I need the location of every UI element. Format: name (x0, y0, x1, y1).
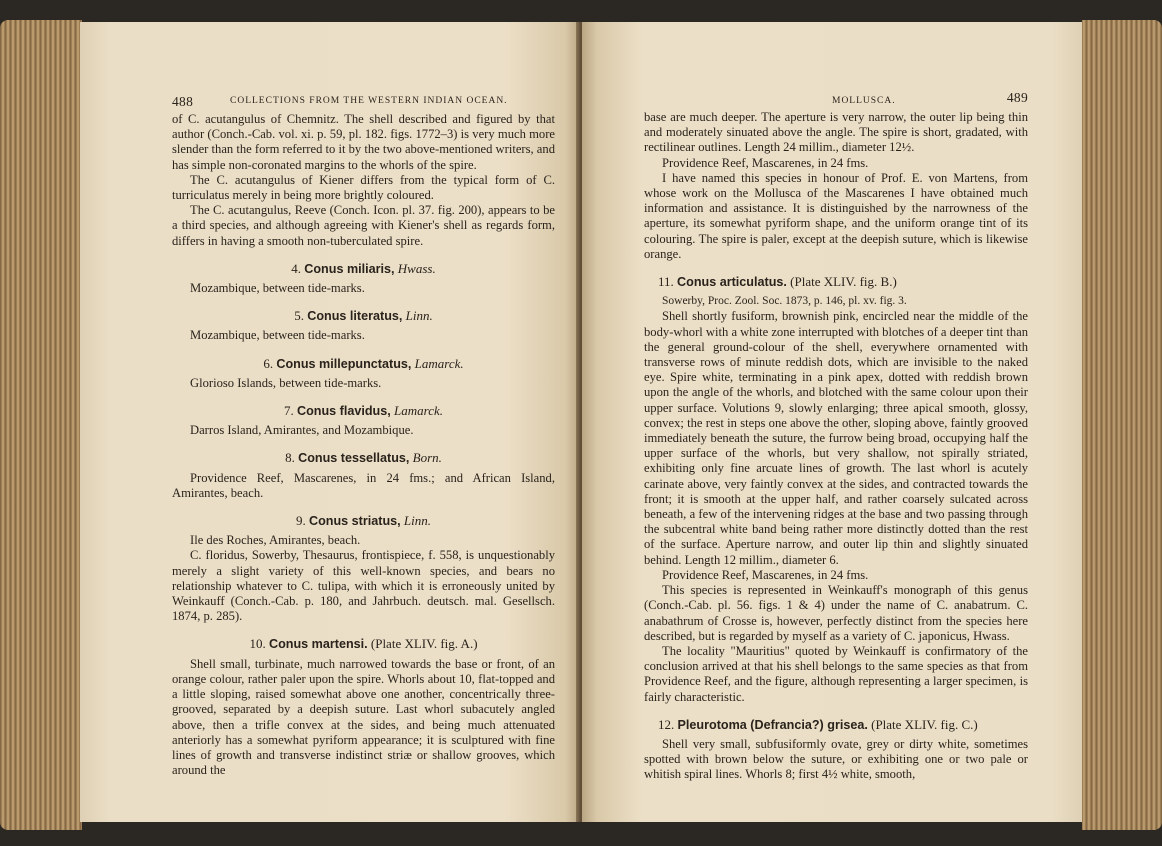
running-head: MOLLUSCA. (832, 96, 896, 106)
right-page-edges (1082, 20, 1162, 830)
page-number: 489 (1006, 90, 1028, 105)
paragraph: The C. acutangulus of Kiener differs from the typical form of C. turriculatus merely in being more brightly coloured. (172, 172, 555, 203)
paragraph: I have named this species in honour of Prof. E. von Martens, from whose work on the Mollusca of the Mascarenes I have obtained much information and assistance. It is distinguished by the narrowness of the aperture, its somewhat pyriform shape, and the uniform orange tint of its colouring. The spire is paler, except at the deepish suture, which is likewise orange. (644, 170, 1028, 261)
right-page-body (644, 110, 1028, 783)
left-page-body (172, 112, 555, 778)
left-page-edges (0, 20, 82, 830)
paragraph: The locality "Mauritius" quoted by Weinkauff is confirmatory of the conclusion arrived at that his shell belongs to the same species as that from Providence Reef, and the figure, although representing a larger specimen, is fairly characteristic. (644, 643, 1028, 704)
paragraph: Shell very small, subfusiformly ovate, grey or dirty white, sometimes spotted with brown below the suture, or exhibiting one or two pale or whitish spiral lines. Whorls 8; first 4½ white, smooth, (644, 736, 1028, 782)
species-heading: 4. Conus miliaris, Hwass. (291, 260, 436, 276)
paragraph: Mozambique, between tide-marks. (190, 328, 365, 343)
paragraph: Providence Reef, Mascarenes, in 24 fms. (662, 155, 869, 170)
paragraph: Ile des Roches, Amirantes, beach. (190, 533, 361, 548)
paragraph: The C. acutangulus, Reeve (Conch. Icon. pl. 37. fig. 200), appears to be a third species, and although agreeing with Kiener's shell as regards form, differs in having a smooth non-tuberculated spire. (172, 203, 555, 248)
species-heading: 6. Conus millepunctatus, Lamarck. (263, 355, 464, 371)
reference: Sowerby, Proc. Zool. Soc. 1873, p. 146, pl. xv. fig. 3. (662, 295, 907, 308)
species-heading: 5. Conus literatus, Linn. (294, 308, 433, 324)
paragraph: Mozambique, between tide-marks. (190, 281, 365, 296)
species-heading: 12. Pleurotoma (Defrancia?) grisea. (Plate XLIV. fig. C.) (658, 716, 978, 732)
paragraph: Glorioso Islands, between tide-marks. (190, 375, 382, 390)
paragraph: Shell small, turbinate, much narrowed towards the base or front, of an orange colour, rather paler upon the spire. Whorls about 10, flat-topped and a little sloping, raised somewhat above one another, concentrically three-grooved, separated by a deepish suture. Last whorl subacutely angled above, then a trifle convex at the sides, and being much attenuated anteriorly has a somewhat pyriform appearance; it is sculptured with fine lines of growth and transverse indistinct striæ or shallow grooves, which around the (172, 656, 555, 778)
species-heading: 9. Conus striatus, Linn. (295, 513, 431, 529)
right-page (582, 22, 1082, 822)
species-heading: 7. Conus flavidus, Lamarck. (283, 403, 443, 419)
paragraph: Darros Island, Amirantes, and Mozambique. (190, 423, 414, 438)
page-number: 488 (172, 94, 194, 109)
paragraph: base are much deeper. The aperture is very narrow, the outer lip being thin and moderately sinuated above the angle. The spire is short, gradated, with rectilinear outlines. Length 24 millim., diameter 12½. (644, 110, 1028, 155)
species-heading: 10. Conus martensi. (Plate XLIV. fig. A.) (249, 636, 478, 652)
paragraph: This species is represented in Weinkauff's monograph of this genus (Conch.-Cab. pl. 56. figs. 1 & 4) under the name of C. anabatrum. C. anabathrum of Crosse is, however, perfectly distinct from the species here described, but is regarded by myself as a variety of C. japonicus, Hwass. (644, 583, 1028, 643)
paragraph: Shell shortly fusiform, brownish pink, encircled near the middle of the body-whorl with a white zone interrupted with blotches of a deeper tint than the general ground-colour of the shell, everywhere ornamented with transverse rows of minute reddish dots, which are invisible to the naked eye. Spire white, terminating in a pink apex, dotted with reddish brown upon the angle of the whorls, and blotched with the same colour upon their upper surface. Volutions 9, slowly enlarging; three apical smooth, glossy, convex; the rest in steps one above the other, sloping above, faintly grooved immediately beneath the suture, the furrow being broad, occupying half the upper surface of the whorls, but very shallow, not spirally striated, exhibiting only fine arcuate lines of growth. The last whorl is acutely carinate above, very faintly convex at the sides, and contracted towards the front; it is smooth at the upper half, and rather coarsely sulcated across beneath, a few of the intervening ridges at the base and two passing through the subcentral white band being rather more distinctly dotted than the rest of the surface. Aperture narrow, and outer lip thin and slightly sinuated behind. Length 12 millim., diameter 6. (644, 309, 1028, 567)
paragraph: Providence Reef, Mascarenes, in 24 fms. (662, 567, 869, 582)
running-head: COLLECTIONS FROM THE WESTERN INDIAN OCEAN. (230, 96, 508, 106)
paragraph: Providence Reef, Mascarenes, in 24 fms.; and African Island, Amirantes, beach. (172, 470, 555, 500)
species-heading: 11. Conus articulatus. (Plate XLIV. fig. B.) (658, 274, 897, 290)
paragraph: of C. acutangulus of Chemnitz. The shell described and figured by that author (Conch.-Cab. vol. xi. p. 59, pl. 182. figs. 1772–3) is very much more slender than the form referred to it by the two above-mentioned writers, and has simple non-coronated margins to the whorls of the spire. (172, 112, 555, 172)
left-page-header (172, 94, 555, 110)
paragraph: C. floridus, Sowerby, Thesaurus, frontispiece, f. 558, is unquestionably merely a slight variety of this well-known species, and bears no relationship whatever to C. tulipa, with which it is erroneously united by Weinkauff (Conch.-Cab. p. 180, and Jahrbuch. deutsch. mal. Gesellsch. 1874, p. 285). (172, 548, 555, 624)
species-heading: 8. Conus tessellatus, Born. (285, 450, 442, 466)
left-page (80, 22, 580, 822)
